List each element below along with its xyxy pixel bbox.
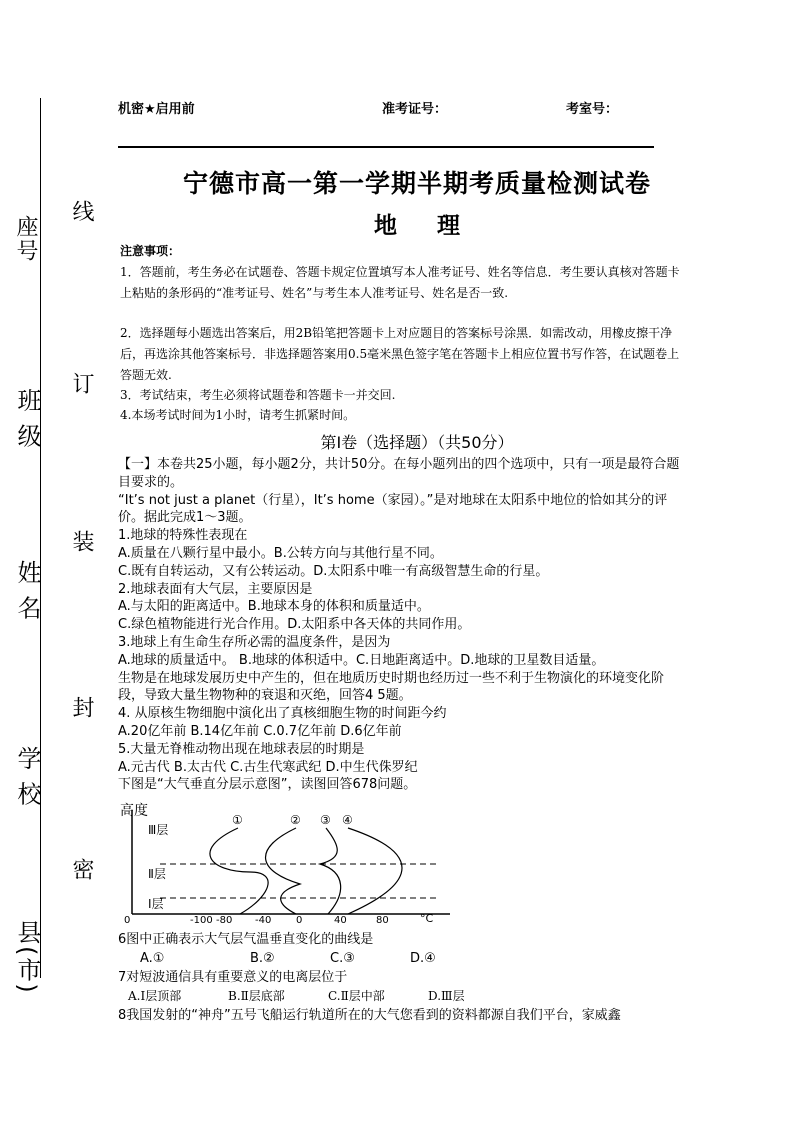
question-6: 6图中正确表示大气层气温垂直变化的曲线是	[118, 932, 374, 947]
question-4: 4. 从原核生物细胞中演化出了真核细胞生物的时间距今约	[118, 706, 447, 722]
question-5-options: A.元古代 B.太古代 C.古生代寒武纪 D.中生代侏罗纪	[118, 759, 418, 775]
x-tick-label: 0	[296, 915, 303, 924]
origin-label: 0	[124, 915, 131, 924]
subject-char-2: 理	[437, 212, 460, 239]
note-item: 3．考试结束，考生必须将试题卷和答题卡一并交回.	[120, 388, 396, 402]
question-3-options: A.地球的质量适中。 B.地球的体积适中。C.日地距离适中。D.地球的卫星数目适量。	[118, 652, 605, 668]
question-7-options	[118, 987, 684, 1006]
question-6-options	[118, 949, 684, 968]
instructions: 【一】本卷共25小题，每小题2分，共计50分。在每小题列出的四个选项中，只有一项是最符合题目要求的。	[118, 457, 680, 490]
header-rule	[118, 146, 654, 148]
q6-option-a: A.①	[140, 951, 165, 966]
x-axis-unit: °C	[420, 912, 434, 924]
seal-mark-line: 线	[69, 200, 94, 222]
questions-6-8	[118, 930, 684, 1025]
curve-label-3: ③	[320, 813, 331, 827]
curve-label-2: ②	[290, 813, 301, 827]
question-2-options: A.与太阳的距离适中。B.地球本身的体积和质量适中。	[118, 599, 430, 615]
seal-mark-mi: 密	[69, 858, 94, 880]
q7-option-c: C.Ⅱ层中部	[328, 989, 385, 1003]
question-1: 1.地球的特殊性表现在	[118, 528, 248, 544]
layer-label-3: Ⅲ层	[148, 823, 169, 837]
q6-option-c: C.③	[330, 951, 355, 966]
q7-option-a: A.Ⅰ层顶部	[128, 989, 182, 1003]
section-title: 第Ⅰ卷（选择题）（共50分）	[320, 433, 514, 452]
name-label: 姓 名	[13, 560, 41, 622]
question-1-options: A.质量在八颗行星中最小。B.公转方向与其他行星不同。	[118, 545, 443, 561]
county-label: 县(市)	[13, 920, 41, 995]
x-tick-label: -100	[190, 915, 213, 924]
passage-3: 下图是“大气垂直分层示意图”，读图回答678问题。	[118, 777, 417, 793]
q6-option-b: B.②	[250, 951, 275, 966]
page-title: 宁德市高一第一学期半期考质量检测试卷	[182, 169, 651, 198]
question-8: 8我国发射的“神舟”五号飞船运行轨道所在的大气您看到的资料都源自我们平台，家威鑫	[118, 1008, 621, 1023]
q7-option-d: D.Ⅲ层	[428, 989, 465, 1003]
curve-1	[210, 828, 268, 914]
question-2: 2.地球表面有大气层，主要原因是	[118, 581, 313, 597]
question-2-options: C.绿色植物能进行光合作用。D.太阳系中各天体的共同作用。	[118, 617, 471, 633]
note-item: 2．选择题每小题选出答案后，用2B铅笔把答题卡上对应题目的答案标号涂黑．如需改动，用橡皮擦干净后，再选涂其他答案标号．非选择题答案用0.5毫米黑色签字笔在答题卡上相应位置书写作答，在试题卷上答题无效.	[120, 326, 680, 382]
layer-label-1: Ⅰ层	[148, 897, 164, 911]
x-tick-label: -80	[216, 915, 233, 924]
confidential-label: 机密★启用前	[118, 102, 195, 117]
note-item: 1．答题前，考生务必在试题卷、答题卡规定位置填写本人准考证号、姓名等信息．考生要认真核对答题卡上粘贴的条形码的“准考证号、姓名”与考生本人准考证号、姓名是否一致.	[120, 265, 680, 300]
q7-option-b: B.Ⅱ层底部	[228, 989, 285, 1003]
passage-1: “It’s not just a planet（行星），It’s home（家园）。”是对地球在太阳系中地位的恰如其分的评价。据此完成1～3题。	[118, 492, 668, 526]
x-tick-label: -40	[255, 915, 272, 924]
subject-title	[0, 207, 794, 240]
x-tick-label: 80	[376, 915, 389, 924]
note-item: 4.本场考试时间为1小时，请考生抓紧时间。	[120, 408, 356, 422]
x-tick-label: 40	[334, 915, 347, 924]
question-body	[118, 456, 684, 794]
chart-ylabel: 高度	[120, 803, 148, 819]
seal-mark-ding: 订	[69, 372, 94, 394]
seal-mark-feng: 封	[69, 696, 94, 718]
atmosphere-chart	[120, 802, 480, 924]
q6-option-d: D.④	[410, 951, 436, 966]
question-5: 5.大量无脊椎动物出现在地球表层的时期是	[118, 741, 365, 757]
exam-id-label: 准考证号：	[382, 102, 448, 117]
notes-heading: 注意事项：	[120, 244, 181, 258]
seat-label: 座号	[13, 215, 38, 263]
question-7: 7对短波通信具有重要意义的电离层位于	[118, 970, 348, 985]
class-label: 班 级	[13, 388, 41, 450]
question-3: 3.地球上有生命生存所必需的温度条件，是因为	[118, 634, 391, 650]
subject-char-1: 地	[374, 212, 397, 239]
curve-label-4: ④	[342, 813, 353, 827]
question-1-options: C.既有自转运动，又有公转运动。D.太阳系中唯一有高级智慧生命的行星。	[118, 563, 549, 579]
layer-label-2: Ⅱ层	[148, 867, 166, 881]
passage-2: 生物是在地球发展历史中产生的，但在地质历史时期也经历过一些不利于生物演化的环境变化阶段，导致大量生物物种的衰退和灭绝，回答4 5题。	[118, 670, 665, 704]
question-4-options: A.20亿年前 B.14亿年前 C.0.7亿年前 D.6亿年前	[118, 723, 402, 739]
school-label: 学 校	[13, 746, 41, 808]
curve-2	[266, 828, 300, 914]
curve-3	[320, 828, 341, 914]
seal-mark-zhuang: 装	[69, 530, 94, 552]
curve-4	[348, 828, 402, 914]
curve-label-1: ①	[232, 813, 243, 827]
room-label: 考室号：	[566, 102, 619, 117]
x-tick-labels	[190, 915, 389, 924]
